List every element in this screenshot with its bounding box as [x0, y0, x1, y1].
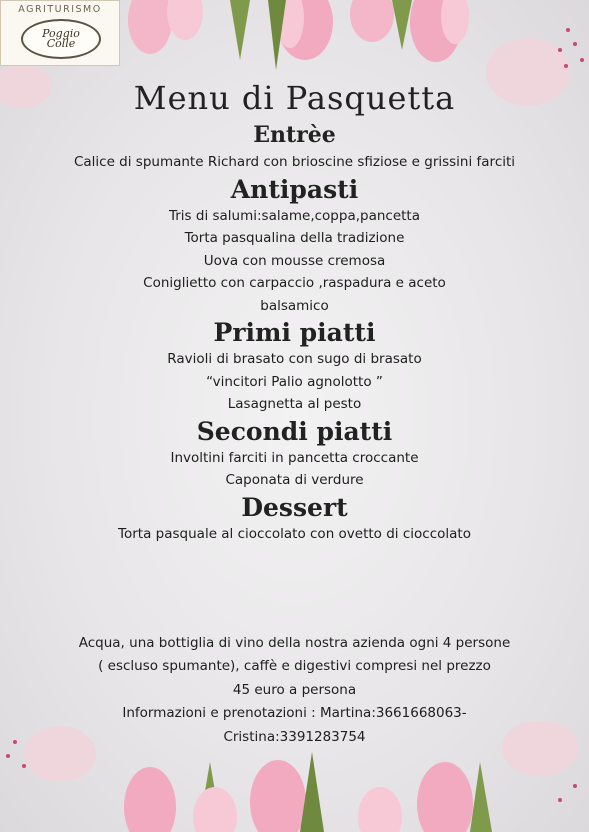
menu-item: Lasagnetta al pesto: [227, 396, 362, 412]
logo-name-line1: Poggio: [42, 27, 80, 40]
menu-item: Coniglietto con carpaccio ,raspadura e aceto: [143, 275, 446, 291]
section-heading-secondi: Secondi piatti: [196, 416, 393, 446]
menu-item: Torta pasqualina della tradizione: [184, 230, 405, 246]
section-heading-dessert: Dessert: [241, 492, 348, 522]
contact-line: Informazioni e prenotazioni : Martina:3661668063-: [122, 705, 467, 722]
menu-item: Calice di spumante Richard con brioscine sfiziose e grissini farciti: [73, 154, 516, 170]
logo-top-text: AGRITURISMO: [18, 4, 102, 15]
footer-line: ( escluso spumante), caffè e digestivi compresi nel prezzo: [98, 658, 491, 675]
logo-name-line2: Colle: [46, 37, 76, 50]
section-heading-antipasti: Antipasti: [230, 174, 359, 204]
logo-name: [42, 29, 80, 49]
price-line: 45 euro a persona: [232, 681, 357, 698]
menu-title: Menu di Pasquetta: [133, 79, 456, 117]
menu-item: Caponata di verdure: [225, 472, 364, 488]
section-heading-entree: Entrèe: [253, 122, 336, 148]
menu-item: Uova con mousse cremosa: [203, 252, 386, 269]
footer-info: [0, 632, 589, 749]
menu-item: Torta pasquale al cioccolato con ovetto di cioccolato: [118, 525, 471, 542]
logo-oval: [21, 19, 101, 59]
menu-content: [0, 76, 589, 545]
farm-logo: [0, 0, 120, 66]
footer-line: Acqua, una bottiglia di vino della nostra azienda ogni 4 persone: [78, 635, 511, 651]
menu-item: Ravioli di brasato con sugo di brasato: [167, 351, 422, 367]
menu-item: Tris di salumi:salame,coppa,pancetta: [168, 207, 420, 224]
menu-item: “vincitori Palio agnolotto ”: [206, 373, 383, 390]
menu-item: balsamico: [260, 297, 329, 314]
menu-item: Involtini farciti in pancetta croccante: [170, 449, 419, 466]
section-heading-primi: Primi piatti: [213, 318, 376, 347]
contact-line: Cristina:3391283754: [223, 728, 366, 745]
